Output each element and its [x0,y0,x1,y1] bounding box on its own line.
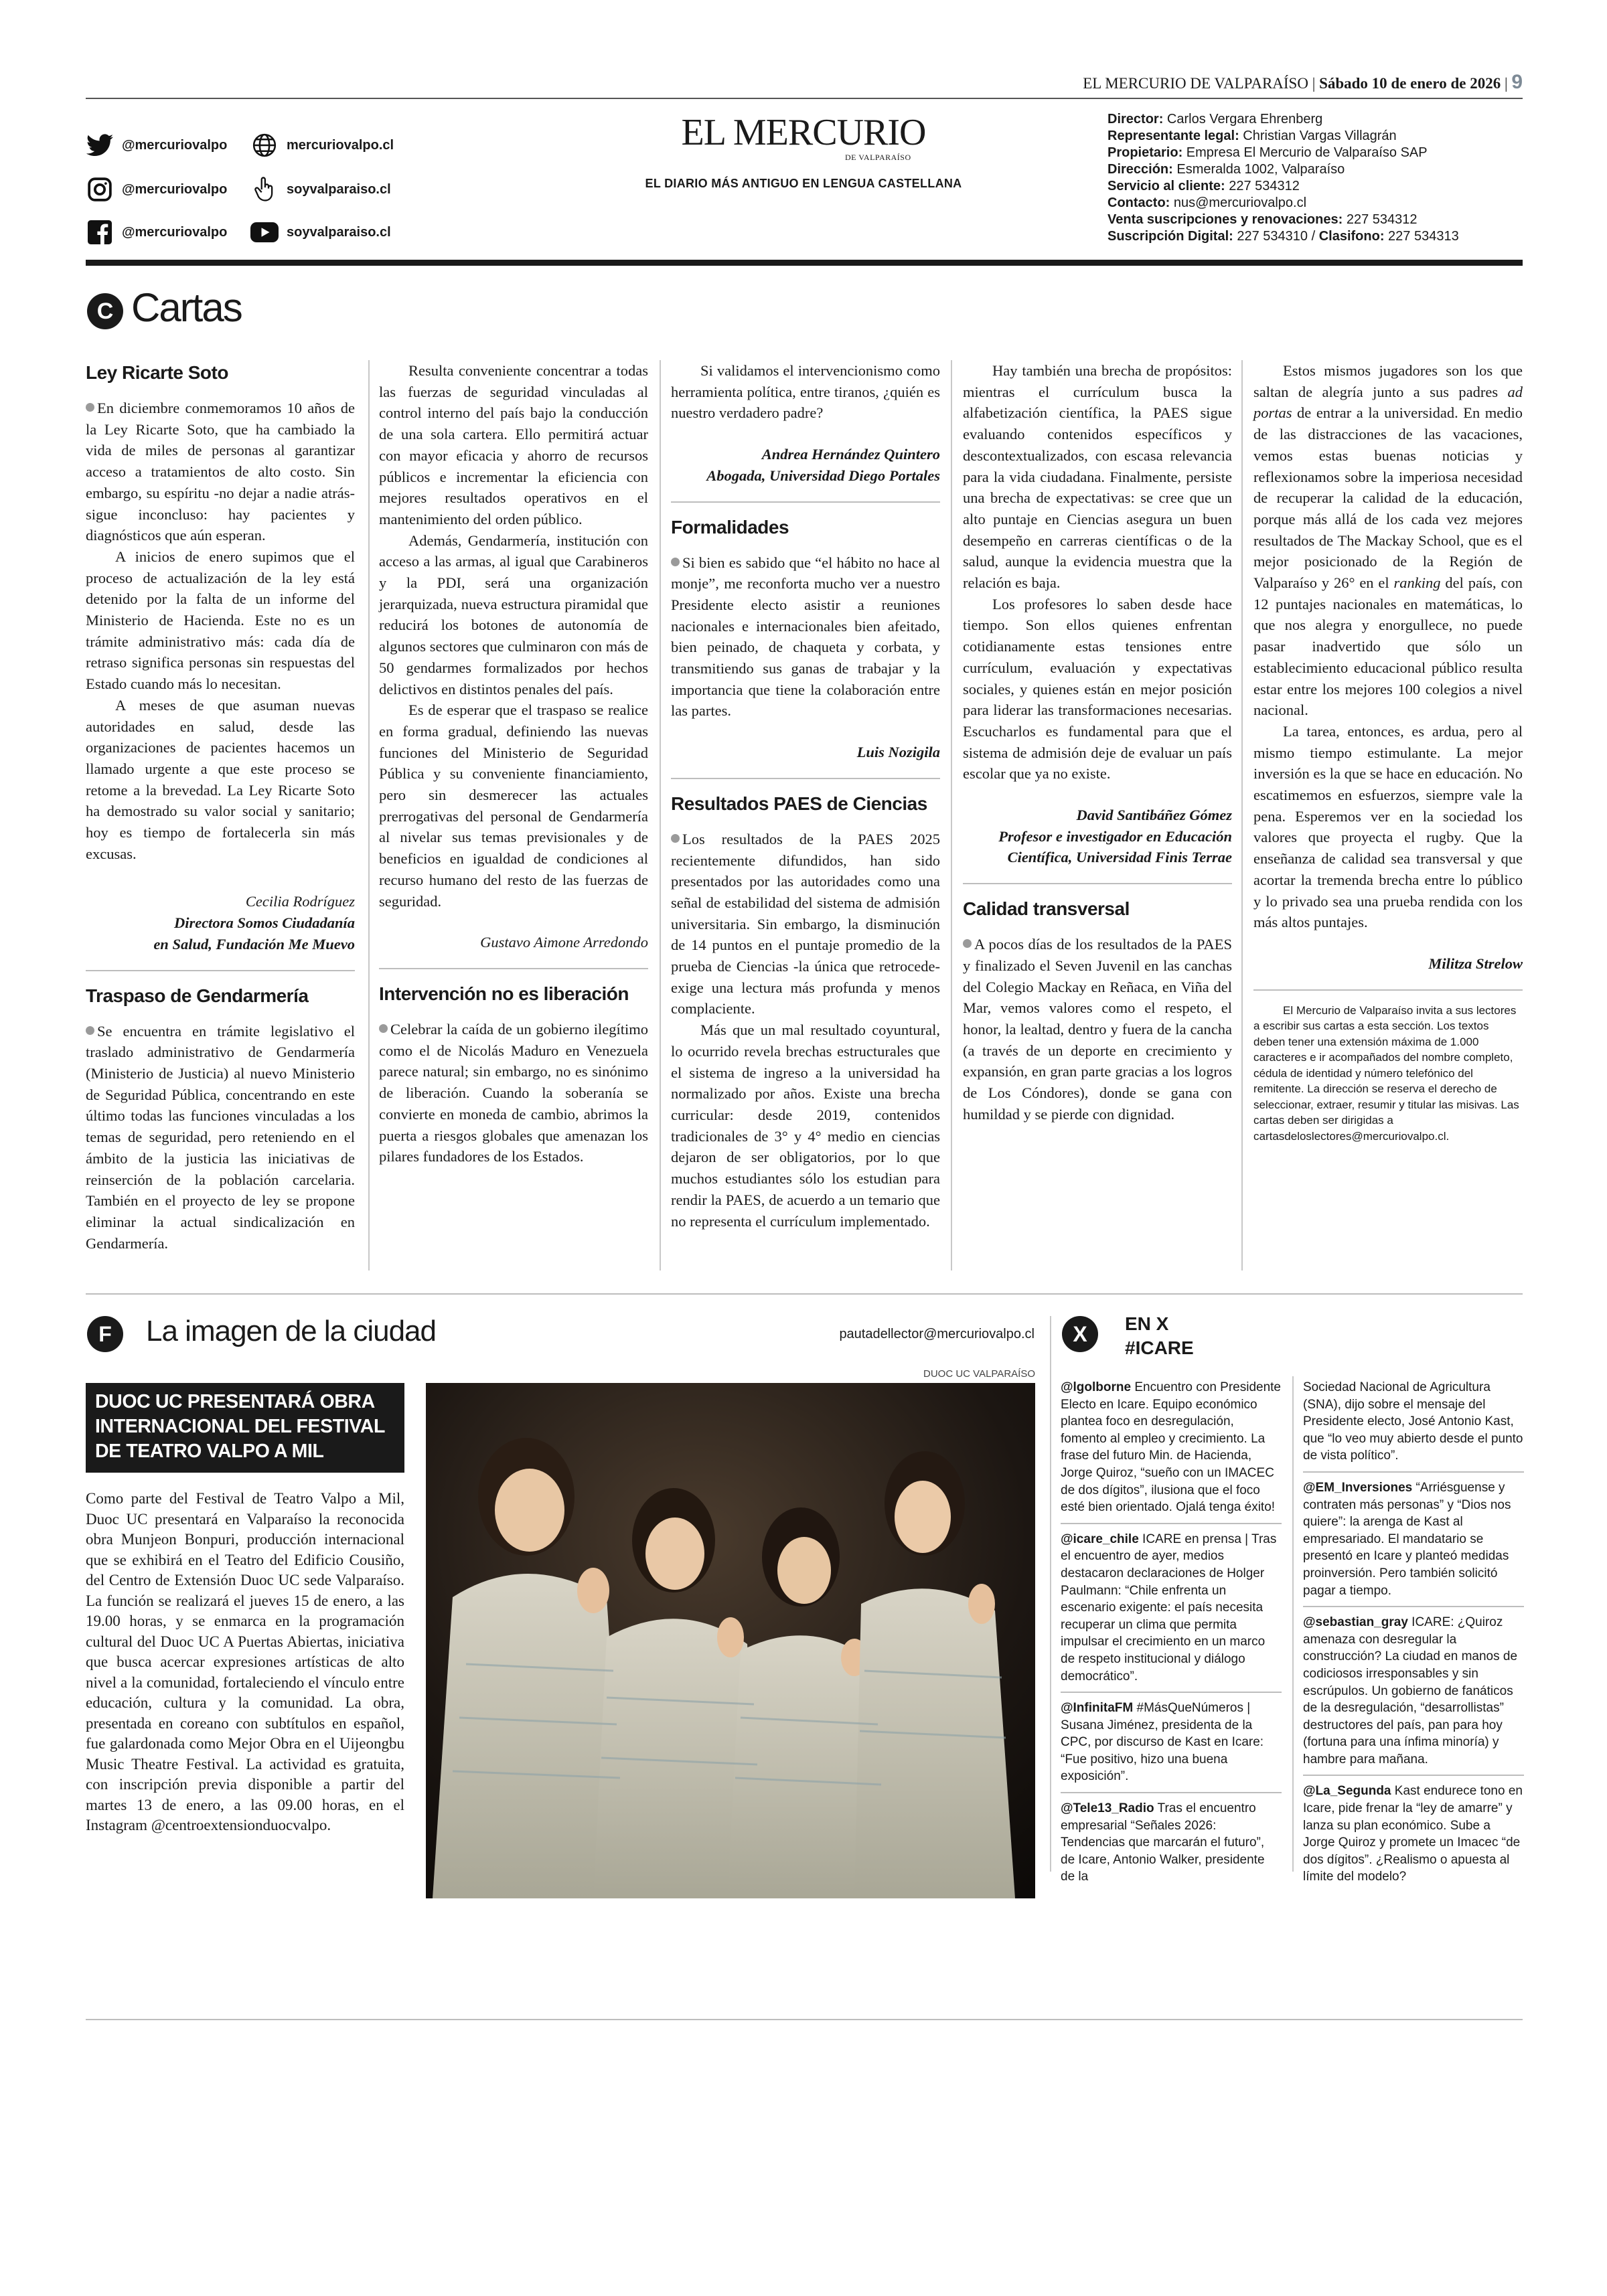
cartas-col-4 [963,360,1232,1125]
cartas-badge: C [87,293,123,329]
x-post[interactable]: Sociedad Nacional de Agricultura (SNA), dijo sobre el mensaje del Presidente electo, José Antonio Kast, que “lo veo muy abierto desde el punto de vista político”. [1303,1376,1524,1473]
letter-signature: Gustavo Aimone Arredondo [480,934,648,951]
social-label: mercuriovalpo.cl [287,137,394,153]
x-post-user: @InfinitaFM [1061,1701,1134,1716]
folio: EL MERCURIO DE VALPARAÍSO | Sábado 10 de enero de 2026 | 9 [1083,71,1523,93]
letter-paragraph: En diciembre conmemoramos 10 años de la Ley Ricarte Soto, que ha cambiado la vida de miles de personas al garantizar acceso a tratamientos de alto costo. Sin embargo, su espíritu -no dejar a nadie atrás- sigue inconcluso: hay pacientes y diagnósticos que aún esperan. [86,400,355,544]
bottom-rule [86,2019,1523,2020]
staff-info [1107,111,1459,245]
bullet-icon [963,939,972,948]
letter-paragraph: Estos mismos jugadores son los que saltan de alegría junto a sus padres ad portas de entrar a la universidad. En medio de las distracciones de las vacaciones, vemos estas buenas noticias y reflexionamos sobre la imperiosa necesidad de recuperar la calidad de la educación, porque más allá de los cada vez mejores resultados de The Mackay School, que es el mejor posicionado de la Región de Valparaíso y 26° en el ranking del país, con 12 puntajes nacionales en matemáticas, lo que nos alegra y enorgullece, no puede pasar inadvertido que sólo un establecimiento educacional público resulta estar entre los mejores 100 colegios a nivel nacional. [1253,362,1523,719]
letter-paragraph: Celebrar la caída de un gobierno ilegítimo como el de Nicolás Maduro en Venezuela parece natural; sin embargo, no es sinónimo de liberación. Cuando la soberanía se convierte en moneda de cambio, abrimos la puerta a riesgos globales que amenazan los pilares fundadores de los Estados. [379,1020,648,1165]
x-post[interactable]: @InfinitaFM #MásQueNúmeros | Susana Jiménez, presidenta de la CPC, por discurso de Kast en Icare: “Fue positivo, hizo una buena exposición”. [1061,1697,1282,1793]
x-badge: X [1062,1316,1098,1352]
logo-main: EL MERCURIO [681,112,926,153]
logo-sub: DE VALPARAÍSO [845,153,911,162]
bullet-icon [379,1024,388,1033]
letter-paragraph: Es de esperar que el traspaso se realice en forma gradual, definiendo las nuevas funciones del Ministerio de Seguridad Pública y su conveniente financiamiento, pero sin desmerecer las actuales prerrogativas del personal de Gendarmería al nivelar sus temas previsionales y de beneficios en igualdad de condiciones al recurso humano del resto de las fuerzas de seguridad. [379,702,648,910]
bullet-icon [671,558,680,566]
col-sep [1050,1316,1051,1872]
x-post[interactable]: @sebastian_gray ICARE: ¿Quiroz amenaza con desregular la construcción? La ciudad en manos de codiciosos irresponsables y sin escrúpulos. Un gobierno de fanáticos de la desregulación, “desarrollistas” destructores del país, pan para hoy (fortuna para una ínfima minoría) y hambre para mañana. [1303,1611,1524,1776]
x-post[interactable]: @EM_Inversiones “Arriésguense y contraten más personas” y “Dios nos quiere”: la arenga de Kast al empresariado. El mandatario se presentó en Icare y planteó medidas proinversión. Pero también solicitó pagar a tiempo. [1303,1477,1524,1607]
letter-title: Formalidades [671,516,789,538]
cartas-col-2 [379,360,648,1167]
letter-paragraph: Si bien es sabido que “el hábito no hace al monje”, me reconforta mucho ver a nuestro Presidente electo asistir a reuniones nacionales e internacionales bien afeitado, bien peinado, de chaqueta y corbata, y transmitiendo sus ganas de trabajar y la importancia que tiene la colaboración entre las partes. [671,554,940,720]
social-youtube[interactable] [250,218,391,246]
info-digital: Suscripción Digital: 227 534310 / Clasifono: 227 534313 [1107,229,1459,244]
letter-paragraph: Se encuentra en trámite legislativo el traslado administrativo de Gendarmería (Ministerio de Justicia) al nuevo Ministerio de Seguridad Pública, concentrando en este último todas las funciones vinculadas a los temas de seguridad, pero reteniendo en el ámbito de la justicia las iniciativas de reinserción de la población carcelaria. También en el proyecto de ley se propone eliminar la actual sindicalización en Gendarmería. [86,1022,355,1252]
info-service: Servicio al cliente: 227 534312 [1107,179,1300,193]
social-web[interactable] [250,131,394,159]
x-post-user: @icare_chile [1061,1532,1139,1546]
letter-title: Calidad transversal [963,898,1130,920]
masthead-logo [670,112,937,153]
masthead-tagline: EL DIARIO MÁS ANTIGUO EN LENGUA CASTELLANA [645,177,962,190]
social-twitter[interactable] [86,131,227,159]
info-director: Director: Carlos Vergara Ehrenberg [1107,112,1323,127]
letter-divider [671,778,940,779]
cartas-title: Cartas [131,285,242,330]
letter-signature-role: Profesor e investigador en Educación [998,827,1232,845]
letter-signature-role: en Salud, Fundación Me Muevo [153,935,355,953]
x-post[interactable]: @La_Segunda Kast endurece tono en Icare, pide frenar la “ley de amarre” y lanza su plan económico. Sube a Jorge Quiroz y promete un Imacec “de dos dígitos”. ¿Realismo o apuesta al límite del modelo? [1303,1784,1523,1884]
youtube-icon [250,218,279,246]
imagen-email[interactable]: pautadellector@mercuriovalpo.cl [839,1327,1035,1341]
letter-signature: Andrea Hernández Quintero [761,446,940,463]
info-address: Dirección: Esmeralda 1002, Valparaíso [1107,162,1345,177]
x-post-user: @lgolborne [1061,1380,1132,1394]
x-post-user: @EM_Inversiones [1303,1480,1413,1495]
letter-divider [963,883,1232,884]
imagen-body: Como parte del Festival de Teatro Valpo a Mil, Duoc UC presentará en Valparaíso la reconocida obra Munjeon Bonpuri, producción internacional que se exhibirá en el Teatro del Edificio Cousiño, del Centro de Extensión Duoc UC sede Valparaíso. La función se realizará el jueves 15 de enero, a las 19.00 horas, y se enmarca en la programación cultural del Duoc UC A Puertas Abiertas, iniciativa que busca acercar expresiones artísticas de alto nivel a la comunidad, fortaleciendo el vínculo entre educación, cultura y la comunidad. La obra, presentada en coreano con subtítulos en español, fue galardonada como Mejor Obra en el Uijeongbu Music Theatre Festival. La actividad es gratuita, con inscripción previa disponible a partir del martes 13 de enero, a las 09.00 horas, en el Instagram @centroextensionduocvalpo. [86,1490,404,1833]
social-label: @mercuriovalpo [122,181,228,197]
imagen-badge: F [87,1316,123,1352]
letter-paragraph: Los profesores lo saben desde hace tiempo. Son ellos quienes enfrentan cotidianamente estas tensiones entre currículum, evaluación y expectativas sociales, y quienes están en mejor posición para liderar las transformaciones necesarias. Escucharlos es fundamental para que el sistema de admisión deje de evaluar un país escolar que ya no existe. [963,595,1232,783]
letter-title: Ley Ricarte Soto [86,362,228,383]
info-contact: Contacto: nus@mercuriovalpo.cl [1107,195,1307,210]
col-sep [1241,360,1243,1270]
letter-paragraph: Además, Gendarmería, institución con acceso a las armas, al igual que Carabineros y la PDI, será una organización jerarquizada, nueva estructura piramidal que reducirá los botones de autonomía de algunos sectores que culminaron con más de 50 gendarmes formalizados por hechos delictivos en distintos penales del país. [379,531,648,698]
masthead-rule [86,260,1523,266]
letter-paragraph: La tarea, entonces, es ardua, pero al mismo tiempo estimulante. La mejor inversión es la que se hace en educación. No escatimemos en esfuerzos, siempre vale la pena. Esperemos ver en la sociedad los valores que proyecta el rugby. Que la enseñanza de calidad sea transversal y que acortar la tremenda brecha entre lo público y lo privado sea una prueba rendida con los más altos puntajes. [1253,722,1523,931]
info-legal: Representante legal: Christian Vargas Villagrán [1107,129,1397,143]
facebook-icon [86,218,114,246]
enx-title: EN X #ICARE [1125,1313,1194,1358]
social-label: @mercuriovalpo [122,224,228,240]
letter-title: Traspaso de Gendarmería [86,985,309,1006]
bullet-icon [671,834,680,843]
theatre-photo [426,1383,1035,1898]
x-post[interactable]: @Tele13_Radio Tras el encuentro empresarial “Señales 2026: Tendencias que marcarán el futuro”, de Icare, Antonio Walker, presidente de la [1061,1801,1265,1884]
folio-page: 9 [1511,71,1523,93]
letter-signature: Militza Strelow [1428,955,1523,972]
x-post[interactable]: @lgolborne Encuentro con Presidente Electo en Icare. Equipo económico plantea foco en desregulación, fomento al empleo y crecimiento. La frase del futuro Min. de Hacienda, Jorge Quiroz, “sueño con un IMACEC de dos dígitos”, ilusiona que el foco esté bien orientado. Ojalá tenga éxito! [1061,1376,1282,1524]
letter-divider [86,970,355,971]
social-soyvalparaiso[interactable] [250,175,391,203]
x-post-user: @sebastian_gray [1303,1615,1408,1630]
col-sep [951,360,952,1270]
letter-paragraph: Los resultados de la PAES 2025 recientemente difundidos, han sido presentados por las autoridades como una señal de estabilidad del sistema de admisión universitaria. Sin embargo, la disminución de 14 puntos en el puntaje promedio de la prueba de Ciencias -la única que retrocede- exige una lectura más profunda y menos complaciente. [671,830,940,1017]
letter-divider [671,501,940,503]
imagen-title: La imagen de la ciudad [146,1315,436,1347]
folio-paper: EL MERCURIO DE VALPARAÍSO [1083,75,1308,92]
imagen-headline-box [86,1383,404,1473]
col-sep [660,360,661,1270]
social-label: soyvalparaiso.cl [287,181,391,197]
letter-signature-role: Científica, Universidad Finis Terrae [1007,849,1232,866]
letter-paragraph: Resulta conveniente concentrar a todas las fuerzas de seguridad vinculadas al control interno del país bajo la conducción de una sola cartera. Ello permitirá actuar con mayor eficacia y ahorro de recursos públicos e incrementar la eficiencia con mejores resultados operativos en el mantenimiento del orden público. [379,362,648,527]
info-owner: Propietario: Empresa El Mercurio de Valparaíso SAP [1107,145,1428,160]
letter-paragraph: Más que un mal resultado coyuntural, lo ocurrido revela brechas estructurales que el sistema de ingreso a la universidad ha normalizado por años. Existe una brecha curricular: desde 2019, contenidos tradicionales de 3° y 4° medio en ciencias dejaron de ser obligatorios, por lo que muchos estudiantes sólo los estudian para rendir la PAES, de acuerdo a un temario que no representa el currículum implementado. [671,1021,940,1230]
letter-signature: David Santibáñez Gómez [1076,807,1232,824]
letter-signature: Luis Nozigila [856,744,940,761]
letter-signature-role: Abogada, Universidad Diego Portales [706,467,940,484]
x-posts-col-2 [1303,1376,1524,1896]
letter-paragraph: A inicios de enero supimos que el proceso de actualización de la ley está detenido por la falta de un informe del Ministerio de Hacienda. Este no es un trámite administrativo más: cada día de retraso significa personas sin respuestas del Estado cuando más lo necesitan. [86,548,355,693]
social-label: soyvalparaiso.cl [287,224,391,240]
social-instagram[interactable] [86,175,227,203]
x-post-user: @Tele13_Radio [1061,1801,1154,1816]
letter-divider [379,968,648,969]
instagram-icon [86,175,114,203]
col-sep [368,360,370,1270]
col-sep [1292,1376,1294,1872]
letter-divider [1253,989,1523,991]
pointer-icon [250,175,279,203]
x-posts-col-1 [1061,1376,1282,1896]
bullet-icon [86,403,94,412]
social-label: @mercuriovalpo [122,137,228,153]
photo-credit: DUOC UC VALPARAÍSO [923,1368,1035,1380]
section-rule [86,1293,1523,1295]
cartas-col-3 [671,360,940,1232]
letter-paragraph: A meses de que asuman nuevas autoridades en salud, desde las organizaciones de pacientes hacemos un llamado urgente a que este proceso se retome a la brevedad. La Ley Ricarte Soto ha demostrado su valor social y sanitario; hoy es tiempo de fortalecerla sin más excusas. [86,696,355,862]
globe-icon [250,131,279,159]
letter-paragraph: Si validamos el intervencionismo como herramienta política, entre tiranos, ¿quién es nuestro verdadero padre? [671,362,940,422]
imagen-headline: DUOC UC PRESENTARÁ OBRA INTERNACIONAL DEL FESTIVAL DE TEATRO VALPO A MIL [95,1391,385,1462]
cartas-col-1 [86,360,355,1254]
x-post-user: @La_Segunda [1303,1784,1391,1799]
letter-paragraph: Hay también una brecha de propósitos: mientras el currículum busca la alfabetización científica, la PAES sigue evaluando contenidos específicos y descontextualizados, con escasa relevancia para la vida ciudadana. Finalmente, persiste una brecha de expectativas: se cree que un alto puntaje en Ciencias asegura un buen desempeño en carreras científicas o de la salud, aunque la evidencia muestra que la relación es baja. [963,362,1232,592]
letter-paragraph: A pocos días de los resultados de la PAES y finalizado el Seven Juvenil en las canchas del Colegio Mackay en Reñaca, en Viña del Mar, vemos valores como el respeto, el honor, la lealtad, dentro y fuera de la cancha (a través de un deporte en crecimiento y expansión, en gran parte gracias a los logros de Los Cóndores), donde se gana con humildad y se pierde con dignidad. [963,936,1232,1123]
letter-title: Intervención no es liberación [379,983,629,1004]
folio-date: Sábado 10 de enero de 2026 [1319,75,1501,92]
bullet-icon [86,1026,94,1035]
letter-title: Resultados PAES de Ciencias [671,793,927,814]
folio-rule [86,98,1523,99]
cartas-submission-notice: El Mercurio de Valparaíso invita a sus lectores a escribir sus cartas a esta sección. Los textos deben tener una extensión máxima de 1.000 caracteres e ir acompañados del nombre completo, cédula de identidad y número telefónico del remitente. La dirección se reserva el derecho de seleccionar, extraer, resumir y titular las misivas. Las cartas deben ser dirigidas a cartasdeloslectores@mercuriovalpo.cl. [1253,1003,1519,1143]
x-post[interactable]: @icare_chile ICARE en prensa | Tras el encuentro de ayer, medios destacaron declaraciones de Holger Paulmann: “Chile enfrenta un escenario exigente: el país necesita recuperar un clima que permita impulsar el crecimiento en un marco de respeto institucional y diálogo democrático”. [1061,1528,1282,1693]
letter-signature-role: Directora Somos Ciudadanía [173,914,355,932]
info-subscriptions: Venta suscripciones y renovaciones: 227 534312 [1107,212,1418,227]
twitter-icon [86,131,114,159]
cartas-col-5 [1253,360,1523,1144]
letter-signature: Cecilia Rodríguez [245,893,355,910]
social-facebook[interactable] [86,218,227,246]
